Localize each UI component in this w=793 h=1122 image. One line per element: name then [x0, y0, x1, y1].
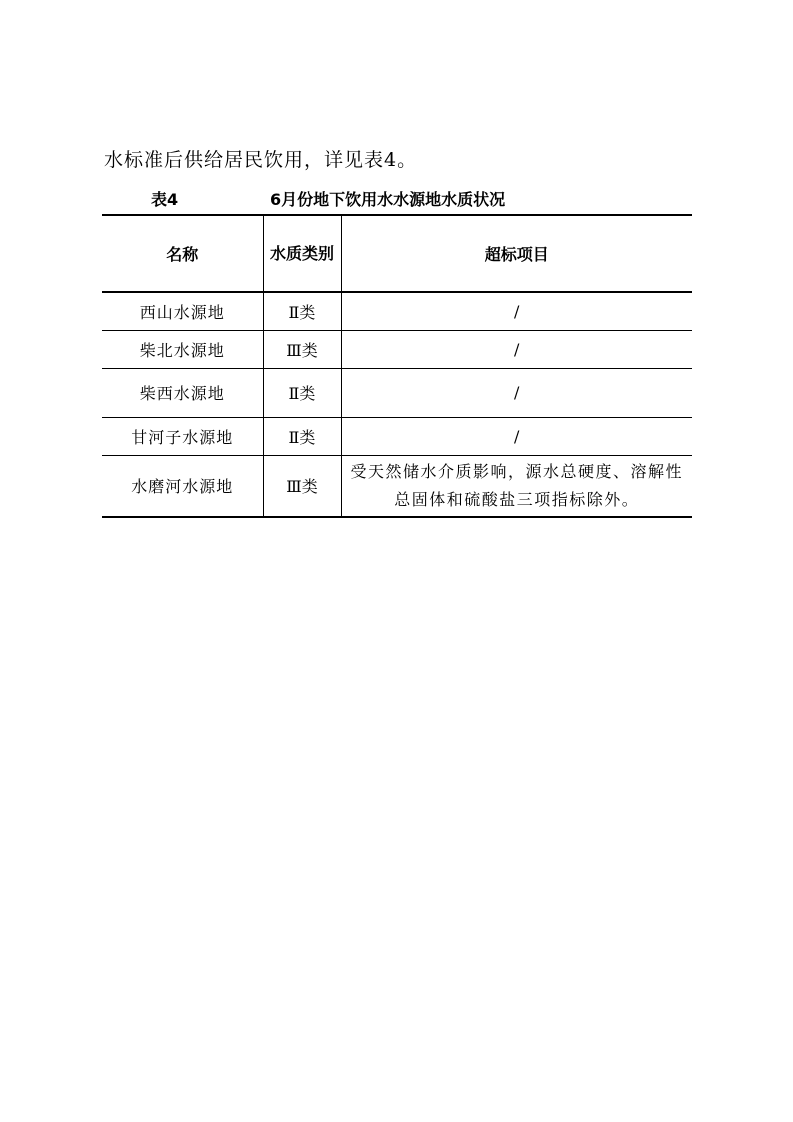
- source-name: 西山水源地: [102, 292, 263, 330]
- water-quality-table: [102, 214, 692, 518]
- exceed-items: /: [341, 368, 692, 417]
- exceed-items: /: [341, 330, 692, 368]
- table-title: 6月份地下饮用水水源地水质状况: [270, 190, 506, 209]
- source-name: 柴西水源地: [102, 368, 263, 417]
- quality-class: Ⅱ类: [263, 292, 341, 330]
- exceed-items: 受天然储水介质影响，源水总硬度、溶解性总固体和硫酸盐三项指标除外。: [341, 455, 692, 517]
- quality-class: Ⅲ类: [263, 330, 341, 368]
- table-header-row: [102, 215, 692, 292]
- quality-class: Ⅲ类: [263, 455, 341, 517]
- source-name: 甘河子水源地: [102, 417, 263, 455]
- intro-paragraph: 水标准后供给居民饮用，详见表4。: [104, 149, 418, 171]
- table-caption: [0, 187, 793, 213]
- header-class: 水质类别: [263, 215, 341, 292]
- table-number: 表4: [151, 190, 179, 209]
- source-name: 柴北水源地: [102, 330, 263, 368]
- header-name: 名称: [102, 215, 263, 292]
- exceed-items: /: [341, 417, 692, 455]
- table-row: [102, 292, 692, 330]
- table-row: [102, 455, 692, 517]
- quality-class: Ⅱ类: [263, 417, 341, 455]
- table-row: [102, 417, 692, 455]
- table-row: [102, 368, 692, 417]
- source-name: 水磨河水源地: [102, 455, 263, 517]
- header-exceed: 超标项目: [341, 215, 692, 292]
- quality-class: Ⅱ类: [263, 368, 341, 417]
- table-row: [102, 330, 692, 368]
- exceed-items: /: [341, 292, 692, 330]
